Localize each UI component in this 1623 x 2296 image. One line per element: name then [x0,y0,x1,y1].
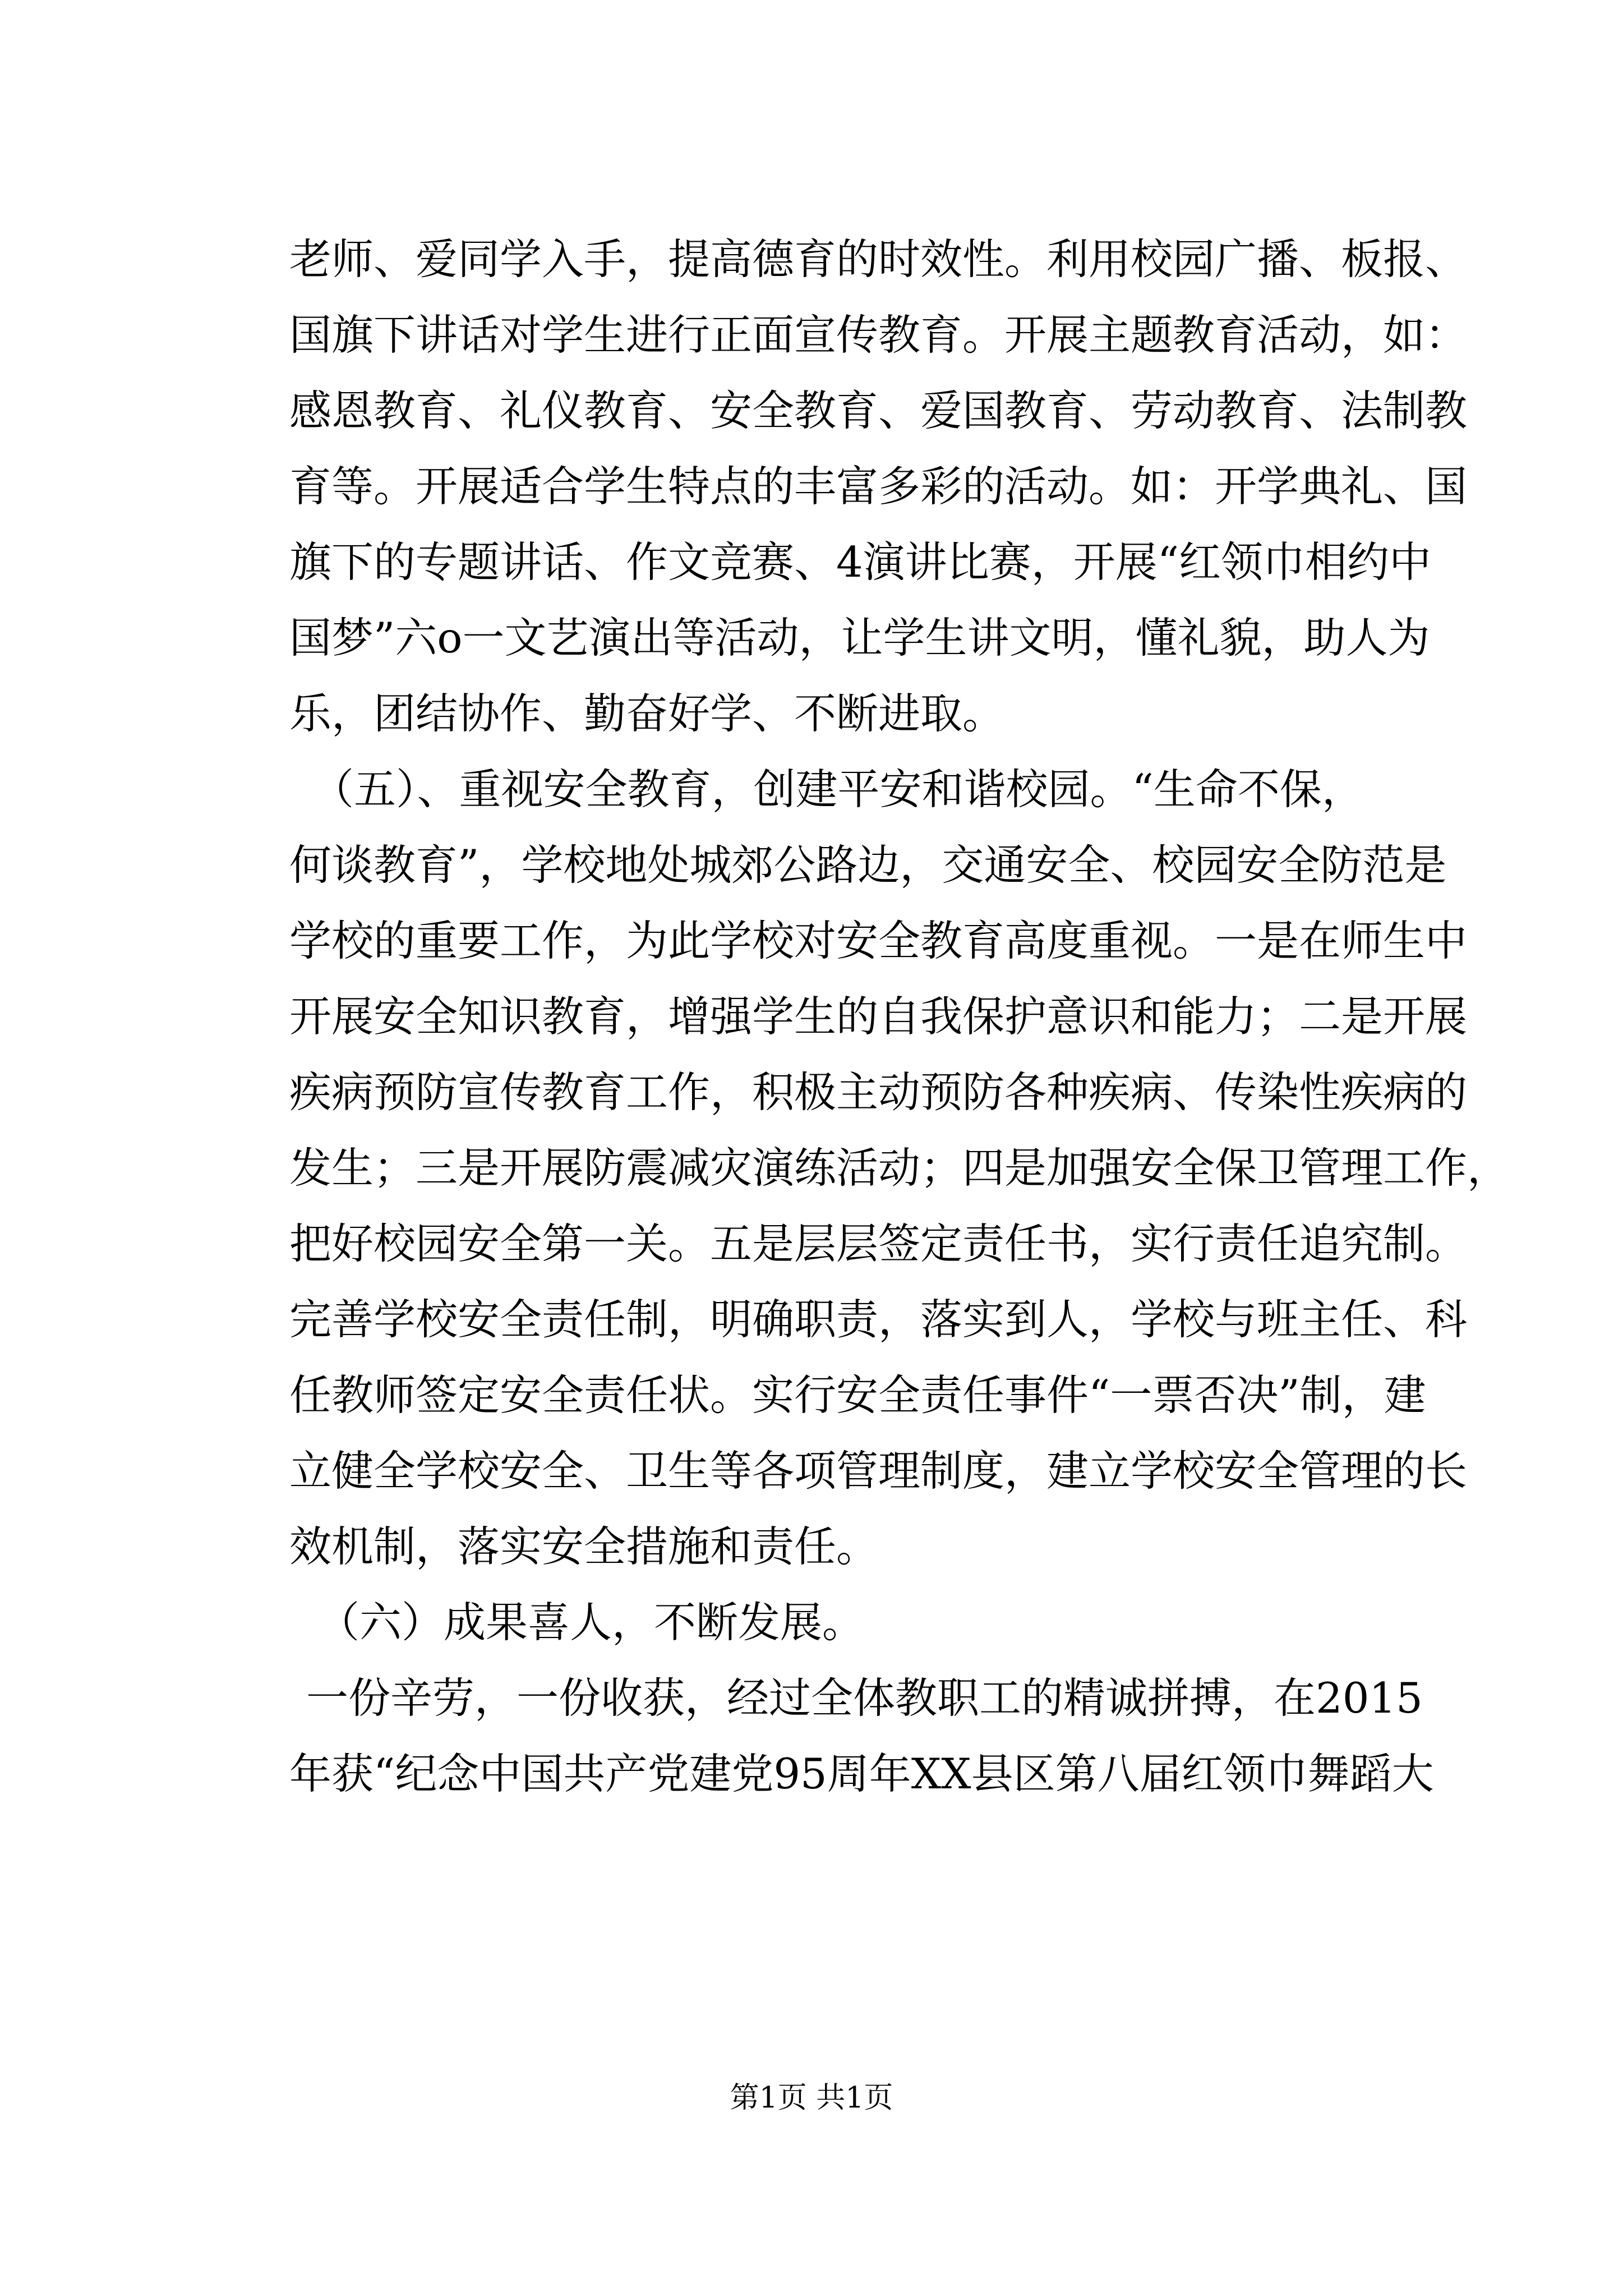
text-line: 何谈教育”，学校地处城郊公路边，交通安全、校园安全防范是 [289,840,1447,890]
text-line: 国旗下讲话对学生进行正面宣传教育。开展主题教育活动，如： [289,310,1468,360]
text-line: 效机制，落实安全措施和责任。 [289,1522,879,1571]
paragraph-achievements [289,1660,1434,1812]
text-line: 疾病预防宣传教育工作，积极主动预防各种疾病、传染性疾病的 [289,1068,1468,1117]
text-line: 学校的重要工作，为此学校对安全教育高度重视。一是在师生中 [289,916,1468,965]
text-line: 把好校园安全第一关。五是层层签定责任书，实行责任追究制。 [289,1219,1468,1268]
document-body [289,222,1510,1812]
text-line: 开展安全知识教育，增强学生的自我保护意识和能力；二是开展 [289,992,1468,1041]
page-number-label: 第1页 共1页 [730,2081,893,2115]
section-heading-line: （五）、重视安全教育，创建平安和谐校园。“生命不保， [312,765,1364,814]
text-line: 一份辛劳，一份收获，经过全体教职工的精诚拼搏，在2015 [306,1673,1423,1723]
text-line: 乐，团结协作、勤奋好学、不断进取。 [289,689,1005,738]
text-line: 旗下的专题讲话、作文竞赛、4演讲比赛，开展“红领巾相约中 [289,537,1432,587]
text-line: 任教师签定安全责任状。实行安全责任事件“一票否决”制，建 [289,1370,1426,1420]
text-line: 育等。开展适合学生特点的丰富多彩的活动。如：开学典礼、国 [289,462,1468,511]
paragraph-moral-education [289,222,1468,752]
text-line: 完善学校安全责任制，明确职责，落实到人，学校与班主任、科 [289,1295,1468,1344]
section-heading-line: （六）成果喜人，不断发展。 [317,1598,865,1647]
paragraph-achievements-heading [289,1585,1418,1660]
paragraph-safety-education [289,752,1510,1585]
page-footer [0,2078,1623,2118]
text-line: 发生；三是开展防震减灾演练活动；四是加强安全保卫管理工作， [289,1143,1510,1193]
text-line: 老师、爱同学入手，提高德育的时效性。利用校园广播、板报、 [289,234,1468,284]
text-line: 感恩教育、礼仪教育、安全教育、爱国教育、劳动教育、法制教 [289,386,1468,435]
text-line: 年获“纪念中国共产党建党95周年XX县区第八届红领巾舞蹈大 [289,1749,1434,1798]
text-line: 立健全学校安全、卫生等各项管理制度，建立学校安全管理的长 [289,1446,1468,1496]
text-line: 国梦”六ο一文艺演出等活动，让学生讲文明，懂礼貌，助人为 [289,613,1430,662]
